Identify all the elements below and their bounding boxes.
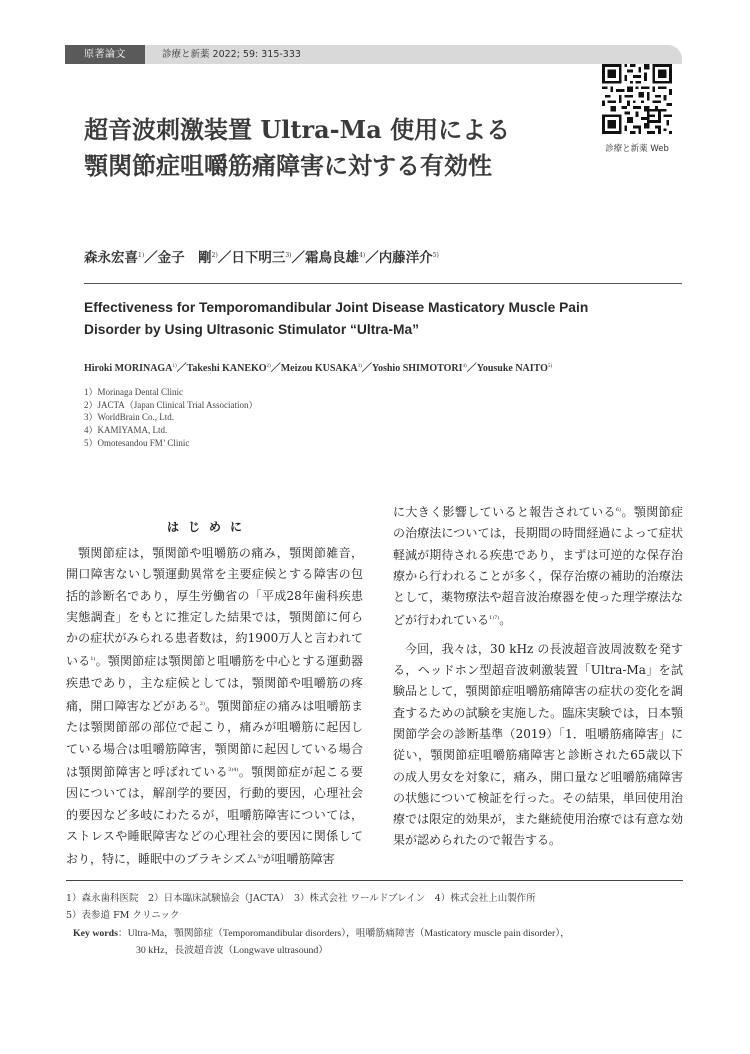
journal-header-bar xyxy=(65,45,682,64)
affiliation-item: 4）KAMIYAMA, Ltd. xyxy=(84,425,168,436)
author-en-name: Yoshio SHIMOTORI xyxy=(371,363,463,374)
affiliations-japanese xyxy=(66,890,536,924)
affiliation-item: 1）Morinaga Dental Clinic xyxy=(84,387,183,397)
author-jp-sup: 2) xyxy=(211,252,218,259)
qr-code-label: 診療と新薬 Web xyxy=(605,144,669,154)
article-title-english xyxy=(84,297,682,341)
author-jp-sup: 3) xyxy=(285,252,292,259)
author-en-sup: 3) xyxy=(357,364,362,369)
author-jp-name: 金子 剛 xyxy=(157,250,212,266)
body-paragraph: 顎関節症は，顎関節や咀嚼筋の痛み，顎関節雑音，開口障害ないし顎運動異常を主要症候とする障害の包括的診断名であり，厚生労働省の「平成28年歯科疾患実態調査」をもとに推定した結果では，顎関節に何らかの症状がみられる患者数は，約1900万人と言われている$^{1)}$。顎関節症は顎関節と咀嚼筋を中心とする運動器疾患であり，主な症候としては，顎関節や咀嚼筋の疼痛，開口障害などがある$^{2)}$。顎関節症の痛みは咀嚼筋または顎関節部の部位で起こり，痛みが咀嚼筋に起因している場合は咀嚼筋障害，顎関節に起因している場合は顎関節障害と呼ばれている$^{3)4)}$。顎関節症が起こる要因については，解剖学的要因，行動的要因，心理社会的要因など多岐にわたるが，咀嚼筋障害については，ストレスや睡眠障害などの心理社会的要因に関係しており，特に，睡眠中のブラキシズム$^{5)}$が咀嚼筋障害 xyxy=(66,546,363,867)
author-en-sup: 4) xyxy=(462,364,467,369)
author-jp-name: 霜鳥良雄 xyxy=(305,250,360,266)
affiliation-item: 3）WorldBrain Co., Ltd. xyxy=(84,412,175,423)
author-jp-name: 日下明三 xyxy=(231,250,286,266)
affiliation-item: 5）Omotesandou FM’ Clinic xyxy=(84,437,190,448)
author-en-sup: 1) xyxy=(172,364,177,369)
title-en-line-2: Disorder by Using Ultrasonic Stimulator “Ultra-Ma” xyxy=(84,322,420,337)
author-en-name: Meizou KUSAKA xyxy=(280,363,358,374)
footer-divider xyxy=(66,880,683,881)
author-jp-sup: 5) xyxy=(432,252,439,259)
affiliation-jp-line: 5）表参道 FM クリニック xyxy=(66,910,180,921)
keywords-block xyxy=(73,925,570,959)
author-en-name: Hiroki MORINAGA xyxy=(84,363,173,374)
author-jp-sup: 1) xyxy=(138,252,145,259)
authors-english: Hiroki MORINAGA$^{1)}$／Takeshi KANEKO$^{2)}$／Meizou KUSAKA$^{3)}$／Yoshio SHIMOTORI$^{4)}$／Yousuke NAITO$^{5)}$ xyxy=(84,363,553,374)
keywords-text: ：Ultra-Ma，顎関節症（Temporomandibular disorders），咀嚼筋痛障害（Masticatory muscle pain disorder）， xyxy=(117,928,570,939)
journal-citation: 診療と新薬 2022; 59: 315-333 xyxy=(162,49,301,60)
authors-japanese: 森永宏喜$^{1)}$／金子 剛$^{2)}$／日下明三$^{3)}$／霜鳥良雄$^{4)}$／内藤洋介$^{5)}$ xyxy=(84,250,439,266)
author-en-sup: 2) xyxy=(266,364,271,369)
article-category-badge: 原著論文 xyxy=(65,45,145,64)
body-column-right xyxy=(393,500,683,852)
keywords-text-continued: 30 kHz，長波超音波（Longwave ultrasound） xyxy=(136,945,329,956)
qr-code-block[interactable] xyxy=(598,62,676,156)
body-column-left xyxy=(66,543,363,870)
author-jp-name: 内藤洋介 xyxy=(378,250,433,266)
qr-code-icon[interactable] xyxy=(602,64,672,134)
title-jp-line-1: 超音波刺激装置 Ultra-Ma 使用による xyxy=(84,115,511,144)
section-heading-introduction: はじめに xyxy=(167,520,252,534)
title-jp-line-2: 顎関節症咀嚼筋痛障害に対する有効性 xyxy=(84,151,492,180)
body-paragraph: に大きく影響していると報告されている$^{6)}$。顎関節症の治療法については，長期間の時間経過によって症状軽減が期待される疾患であり，まずは可逆的な保存治療から行われることが多く，保存治療の補助的治療法として，薬物療法や超音波治療器を使った理学療法などが行われている$^{1)7)}$。 xyxy=(393,505,683,628)
article-title-japanese xyxy=(84,112,584,184)
author-jp-name: 森永宏喜 xyxy=(84,250,138,266)
author-en-sup: 5) xyxy=(547,364,553,369)
author-jp-sup: 4) xyxy=(359,252,366,259)
affiliation-jp-line: 1）森永歯科医院 2）日本臨床試験協会（JACTA） 3）株式会社 ワールドブレイン 4）株式会社上山製作所 xyxy=(66,893,536,904)
author-en-name: Takeshi KANEKO xyxy=(186,363,267,374)
affiliation-item: 2）JACTA（Japan Clinical Trial Association） xyxy=(84,399,258,410)
title-en-line-1: Effectiveness for Temporomandibular Joint Disease Masticatory Muscle Pain xyxy=(84,300,589,315)
affiliations-english xyxy=(84,386,258,450)
keywords-label: Key words xyxy=(73,928,118,939)
author-en-name: Yousuke NAITO xyxy=(476,363,548,374)
header-divider xyxy=(84,283,682,284)
body-paragraph: 今回，我々は，30 kHz の長波超音波周波数を発する，ヘッドホン型超音波刺激装置「Ultra-Ma」を試験品として，顎関節症咀嚼筋痛障害の症状の変化を調査するための試験を実施した。臨床実験では，日本顎関節学会の診断基準（2019）「1．咀嚼筋痛障害」に従い，顎関節症咀嚼筋痛障害と診断された65歳以下の成人男女を対象に，痛み，開口量など咀嚼筋痛障害の状態について検証を行った。その結果，単回使用治療では限定的効果が，また継続使用治療では有意な効果が認められたので報告する。 xyxy=(393,641,683,848)
